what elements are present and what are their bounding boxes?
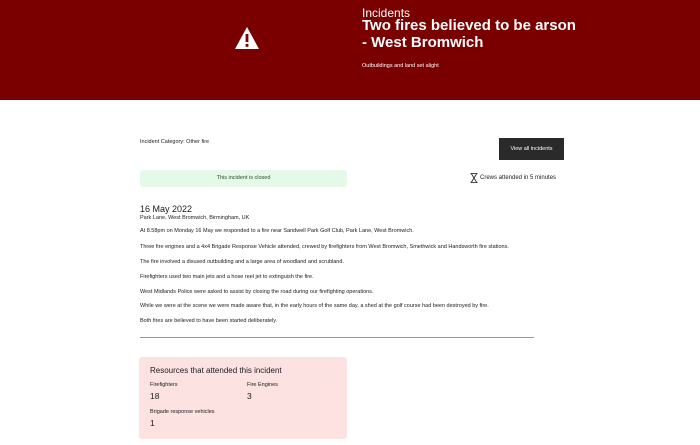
resource-value-brigade-vehicles: 1: [150, 418, 155, 428]
crews-attended: [470, 173, 556, 183]
resources-title: Resources that attended this incident: [150, 366, 282, 375]
incident-paragraph: Both fires are believed to have been started deliberately.: [140, 318, 278, 324]
view-all-incidents-button[interactable]: View all incidents: [499, 138, 564, 160]
crews-attended-text: Crews attended in 5 minutes: [480, 175, 557, 181]
resource-label-brigade-vehicles: Brigade response vehicles: [150, 409, 215, 415]
resource-value-fire-engines: 3: [247, 391, 252, 401]
incident-category: Incident Category: Other fire: [140, 139, 210, 145]
incident-date: 16 May 2022: [140, 204, 193, 214]
resource-value-firefighters: 18: [150, 391, 160, 401]
incident-paragraph: Firefighters used two main jets and a hose reel jet to extinguish the fire.: [140, 274, 314, 280]
incident-paragraph: West Midlands Police were asked to assist by closing the road during our firefighting operations.: [140, 289, 374, 295]
warning-triangle-icon: [234, 26, 260, 50]
content-divider: [140, 337, 534, 338]
incident-paragraph: The fire involved a disused outbuilding and a large area of woodland and scrubland.: [140, 259, 344, 265]
incident-address: Park Lane, West Bromwich, Birmingham, UK: [140, 215, 250, 221]
hourglass-icon: [470, 173, 478, 183]
incident-hero: [0, 0, 700, 100]
incident-paragraph: At 8.58pm on Monday 16 May we responded to a fire near Sandwell Park Golf Club, Park Lane, West Bromwich.: [140, 228, 414, 234]
incident-paragraph: Three fire engines and a 4x4 Brigade Response Vehicle attended, crewed by firefighters from West Bromwich, Smethwick and Handsworth fire stations.: [140, 244, 509, 250]
incident-paragraph: While we were at the scene we were made aware that, in the early hours of the same day, a shed at the golf course had been destroyed by fire.: [140, 303, 489, 309]
status-badge: This incident is closed: [140, 170, 347, 187]
hero-eyebrow: Incidents: [362, 6, 411, 20]
resources-panel: [139, 357, 347, 439]
resource-label-fire-engines: Fire Engines: [247, 382, 278, 388]
page-title: Two fires believed to be arson - West Bromwich: [362, 17, 576, 51]
resource-label-firefighters: Firefighters: [150, 382, 178, 388]
hero-subtitle: Outbuildings and land set alight: [362, 63, 439, 69]
